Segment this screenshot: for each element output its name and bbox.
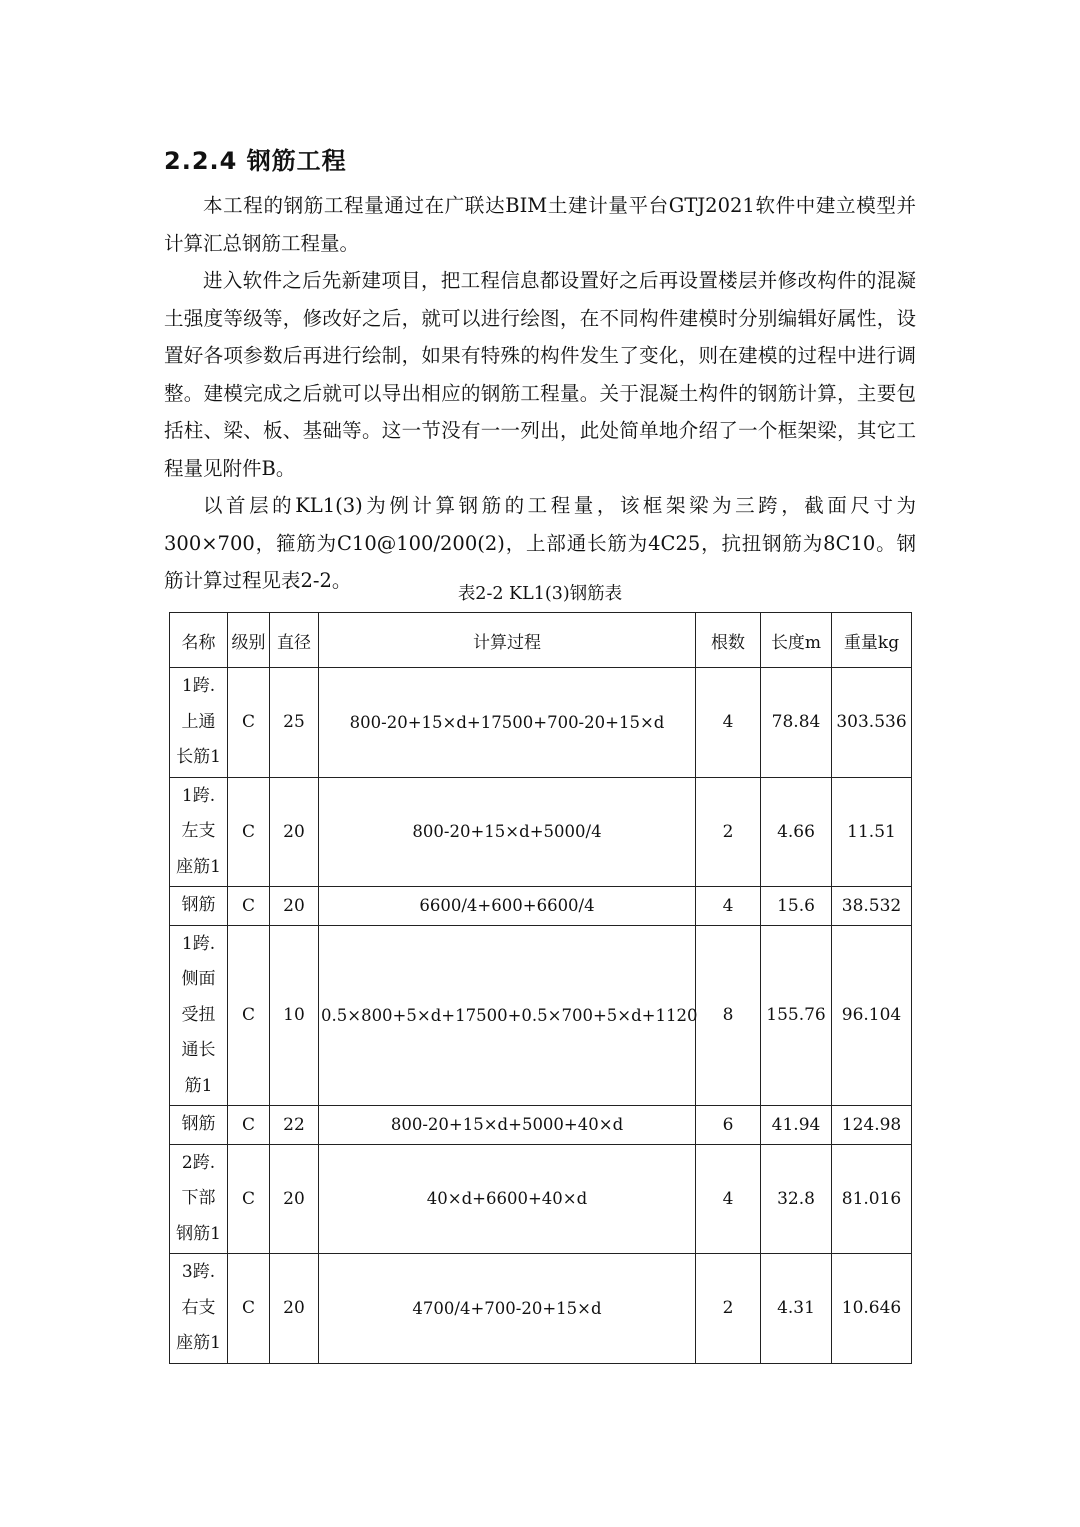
cell-formula: 4700/4+700-20+15×d: [319, 1254, 696, 1364]
cell-weight: 96.104: [832, 925, 912, 1106]
cell-length: 41.94: [761, 1106, 832, 1145]
cell-formula: 40×d+6600+40×d: [319, 1144, 696, 1254]
cell-name-line: 座筋1: [176, 1333, 221, 1353]
cell-count: 2: [696, 777, 761, 887]
paragraph-3: 以首层的KL1(3)为例计算钢筋的工程量，该框架梁为三跨，截面尺寸为300×700，箍筋为C10@100/200(2)，上部通长筋为4C25，抗扭钢筋为8C10。钢筋计算过程见表2-2。: [164, 494, 916, 592]
cell-name-line: 下部: [181, 1188, 216, 1208]
cell-name: [170, 887, 228, 926]
cell-diameter: 20: [270, 1254, 319, 1364]
header-length: 长度m: [761, 613, 832, 668]
cell-grade: C: [228, 925, 270, 1106]
cell-name: [170, 1254, 228, 1364]
cell-weight: 81.016: [832, 1144, 912, 1254]
cell-name-line: 筋1: [184, 1075, 213, 1096]
cell-name-line: 钢筋: [181, 1114, 216, 1134]
header-weight: 重量kg: [832, 613, 912, 668]
cell-length: 155.76: [761, 925, 832, 1106]
cell-name: [170, 925, 228, 1106]
cell-diameter: 22: [270, 1106, 319, 1145]
body-text: [164, 187, 916, 600]
cell-formula: 800-20+15×d+17500+700-20+15×d: [319, 668, 696, 778]
cell-name-line: 上通: [181, 711, 216, 732]
cell-formula: 800-20+15×d+5000/4: [319, 777, 696, 887]
paragraph-2: 进入软件之后先新建项目，把工程信息都设置好之后再设置楼层并修改构件的混凝土强度等级等，修改好之后，就可以进行绘图，在不同构件建模时分别编辑好属性，设置好各项参数后再进行绘制，如果有特殊的构件发生了变化，则在建模的过程中进行调整。建模完成之后就可以导出相应的钢筋工程量。关于混凝土构件的钢筋计算，主要包括柱、梁、板、基础等。这一节没有一一列出，此处简单地介绍了一个框架梁，其它工程量见附件B。: [164, 269, 916, 480]
cell-name: [170, 1106, 228, 1145]
cell-length: 15.6: [761, 887, 832, 926]
header-formula: 计算过程: [319, 613, 696, 668]
table-row: [170, 1106, 912, 1145]
cell-name-line: 2跨.: [181, 1152, 216, 1173]
table-body: [170, 668, 912, 1364]
cell-name-line: 右支: [181, 1297, 216, 1318]
cell-count: 4: [696, 668, 761, 778]
header-name: 名称: [170, 613, 228, 668]
cell-formula: 0.5×800+5×d+17500+0.5×700+5×d+1120: [319, 925, 696, 1106]
cell-weight: 11.51: [832, 777, 912, 887]
cell-diameter: 20: [270, 887, 319, 926]
cell-grade: C: [228, 1254, 270, 1364]
cell-length: 4.31: [761, 1254, 832, 1364]
cell-length: 4.66: [761, 777, 832, 887]
header-count: 根数: [696, 613, 761, 668]
table-row: [170, 887, 912, 926]
section-heading: 2.2.4 钢筋工程: [164, 147, 347, 175]
cell-grade: C: [228, 777, 270, 887]
cell-count: 2: [696, 1254, 761, 1364]
cell-name-line: 钢筋1: [176, 1223, 221, 1244]
cell-name-line: 受扭: [181, 1004, 216, 1025]
table-row: [170, 668, 912, 778]
cell-formula: 800-20+15×d+5000+40×d: [319, 1106, 696, 1145]
cell-name-line: 长筋1: [176, 747, 221, 767]
cell-weight: 38.532: [832, 887, 912, 926]
cell-count: 8: [696, 925, 761, 1106]
cell-grade: C: [228, 668, 270, 778]
cell-diameter: 25: [270, 668, 319, 778]
table-header-row: [170, 613, 912, 668]
cell-name-line: 1跨.: [181, 785, 216, 806]
cell-weight: 10.646: [832, 1254, 912, 1364]
cell-length: 78.84: [761, 668, 832, 778]
cell-diameter: 10: [270, 925, 319, 1106]
table-row: [170, 1254, 912, 1364]
cell-weight: 124.98: [832, 1106, 912, 1145]
cell-name-line: 左支: [181, 821, 216, 841]
paragraph-1: 本工程的钢筋工程量通过在广联达BIM土建计量平台GTJ2021软件中建立模型并计算汇总钢筋工程量。: [164, 194, 916, 255]
cell-name-line: 通长: [181, 1040, 216, 1060]
cell-name-line: 1跨.: [181, 676, 216, 696]
table-caption: 表2-2 KL1(3)钢筋表: [457, 584, 623, 604]
header-diameter: 直径: [270, 613, 319, 668]
cell-name-line: 1跨.: [181, 933, 216, 954]
cell-count: 4: [696, 887, 761, 926]
cell-count: 4: [696, 1144, 761, 1254]
table-row: [170, 925, 912, 1106]
cell-count: 6: [696, 1106, 761, 1145]
cell-weight: 303.536: [832, 668, 912, 778]
rebar-table: [169, 612, 912, 1364]
cell-grade: C: [228, 887, 270, 926]
header-grade: 级别: [228, 613, 270, 668]
cell-length: 32.8: [761, 1144, 832, 1254]
cell-name: [170, 777, 228, 887]
cell-grade: C: [228, 1106, 270, 1145]
cell-name: [170, 1144, 228, 1254]
cell-name-line: 钢筋: [181, 895, 216, 915]
table-row: [170, 1144, 912, 1254]
cell-grade: C: [228, 1144, 270, 1254]
cell-name-line: 侧面: [181, 969, 216, 989]
cell-diameter: 20: [270, 1144, 319, 1254]
cell-diameter: 20: [270, 777, 319, 887]
cell-formula: 6600/4+600+6600/4: [319, 887, 696, 926]
cell-name: [170, 668, 228, 778]
cell-name-line: 3跨.: [181, 1262, 216, 1282]
cell-name-line: 座筋1: [176, 856, 221, 877]
table-row: [170, 777, 912, 887]
